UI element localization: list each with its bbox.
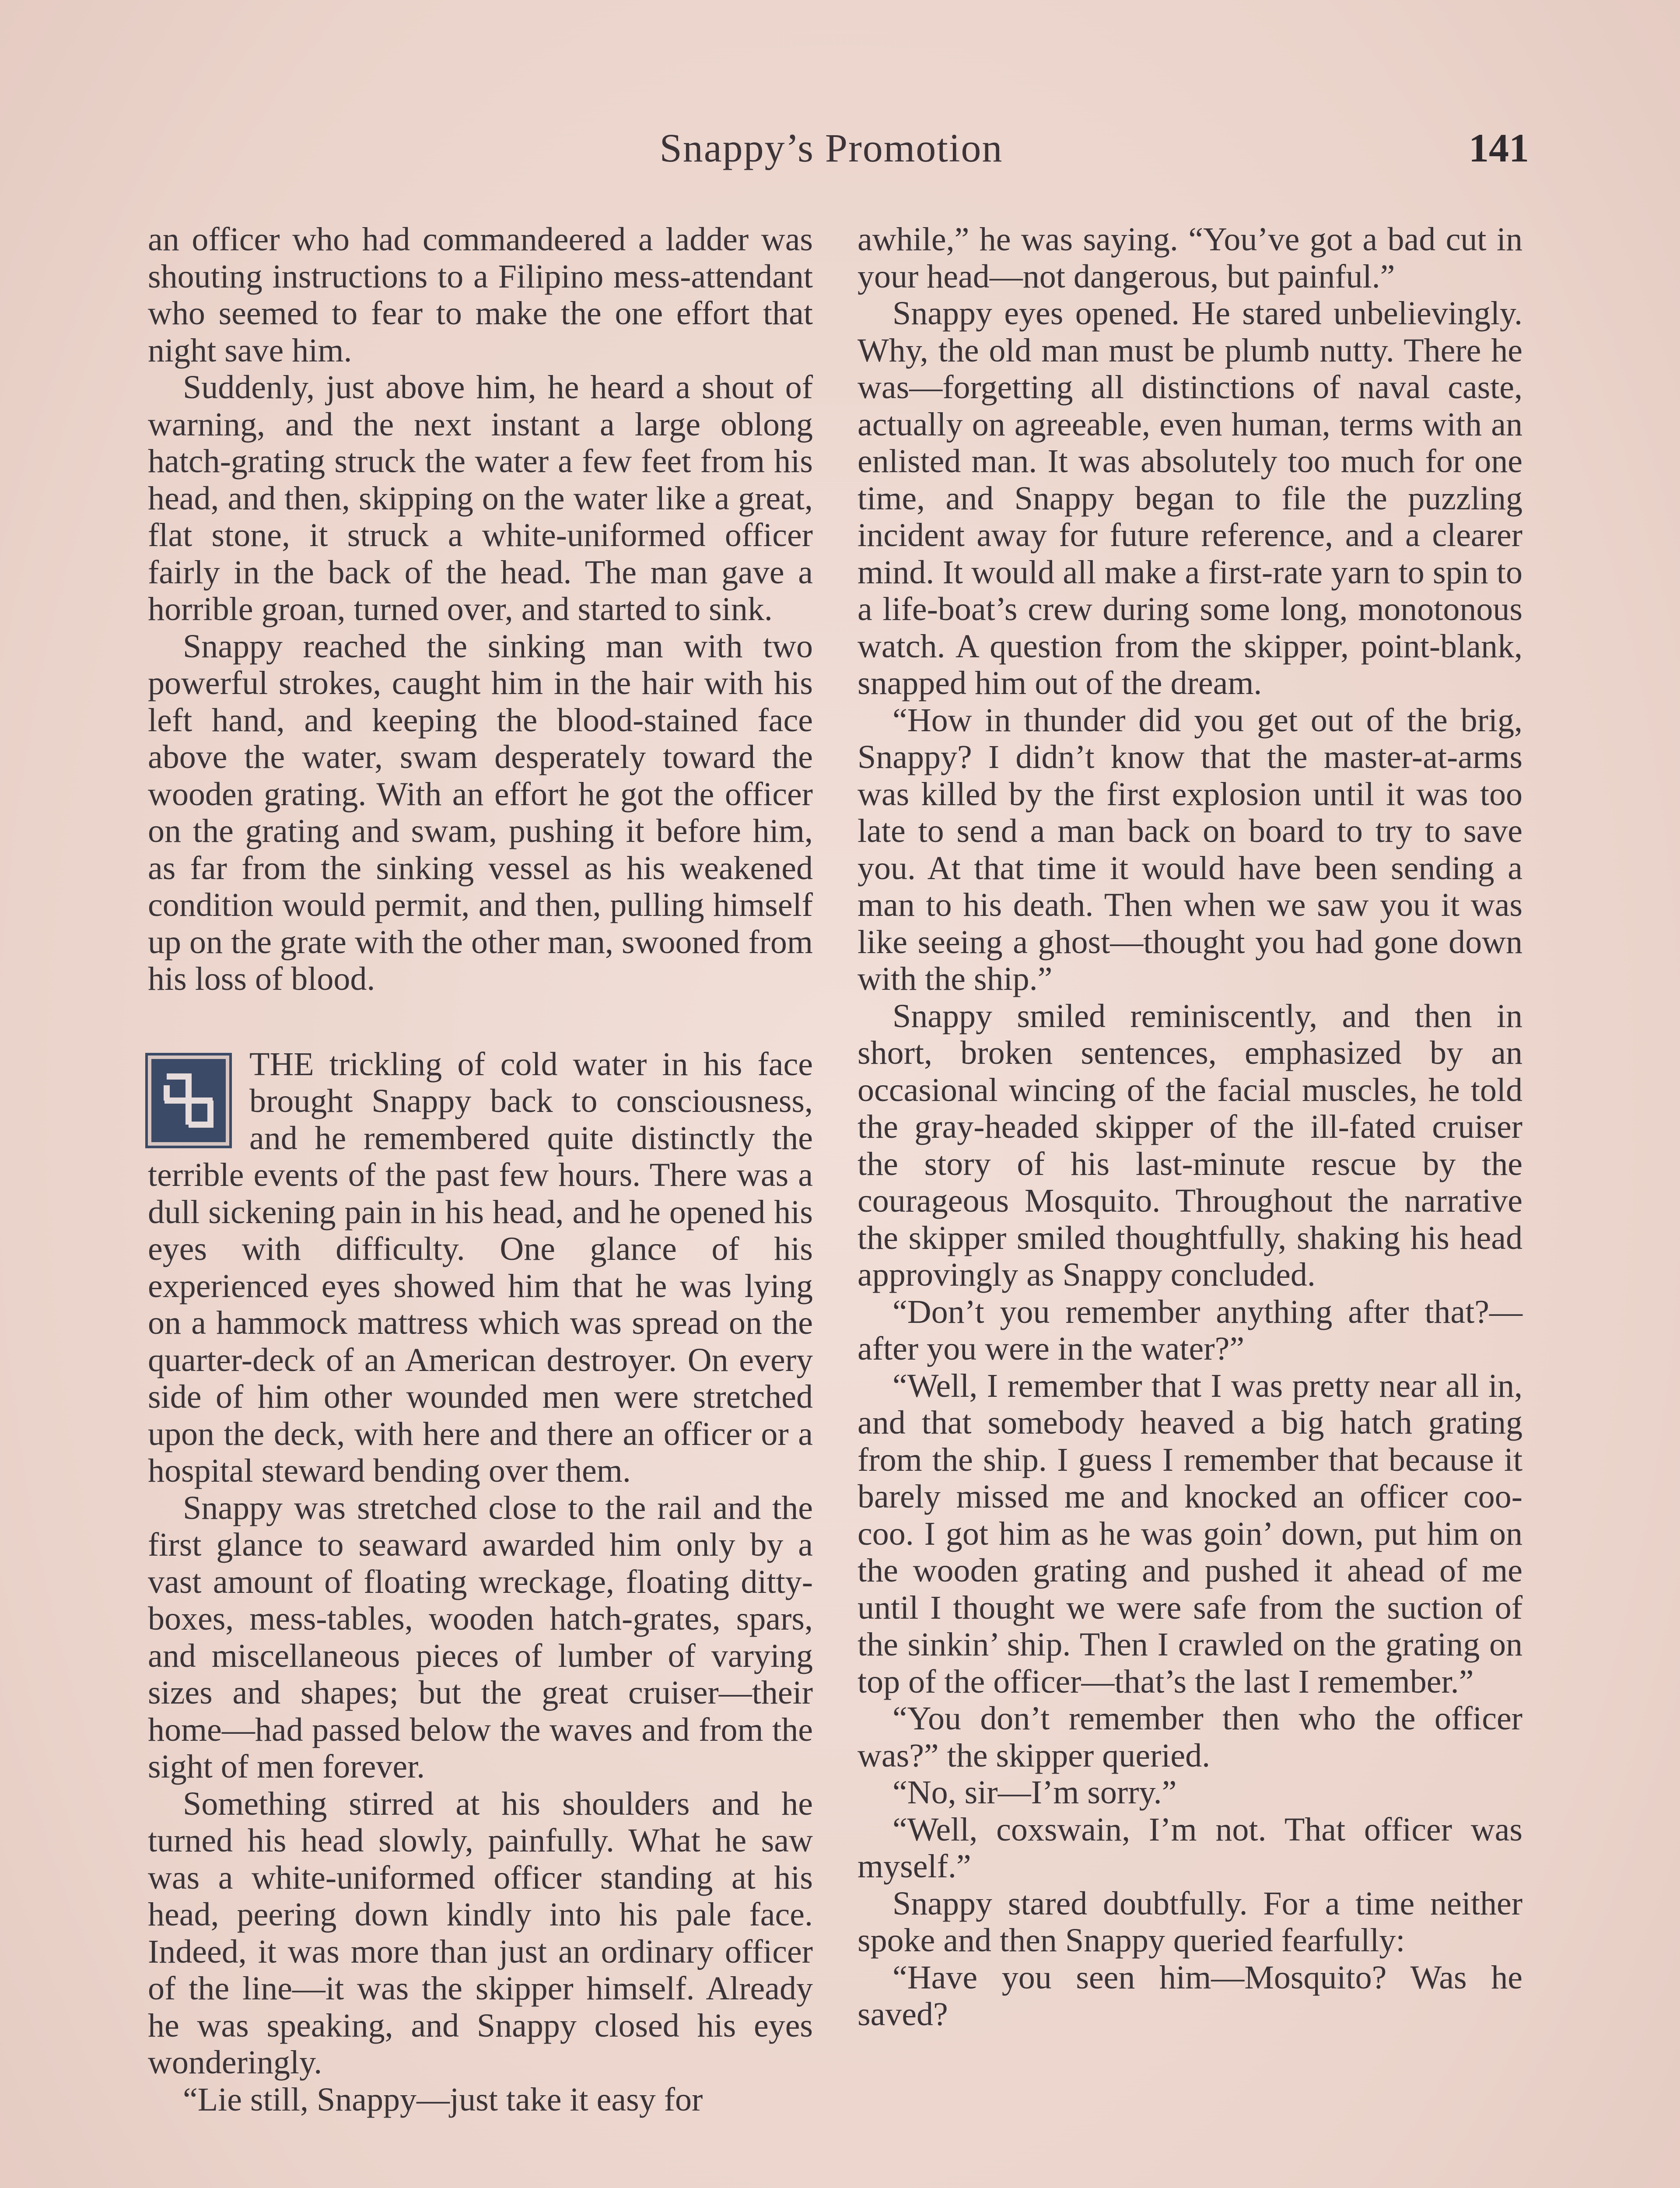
paragraph: “Don’t you remember anything after that?—after you were in the water?” [858,1293,1522,1367]
paragraph: Snappy was stretched close to the rail and the first glance to seaward awarded him only by a vast amount of floating wreckage, floating ditty-boxes, mess-tables, wooden hatch-grates, spars, and miscellaneous pieces of lumber of varying sizes and shapes; but the great cruiser—their home—had passed below the waves and from the sight of men forever. [148,1489,813,1785]
paragraph: Snappy eyes opened. He stared unbelievingly. Why, the old man must be plumb nutty. There he was—forgetting all distinctions of naval caste, actually on agreeable, even human, terms with an enlisted man. It was absolutely too much for one time, and Snappy began to file the puzzling incident away for future reference, and a clearer mind. It would all make a first-rate yarn to spin to a life-boat’s crew during some long, monotonous watch. A question from the skipper, point-blank, snapped him out of the dream. [858,295,1522,701]
decorative-initial-ornament-icon [148,1055,229,1146]
paragraph: an officer who had commandeered a ladder was shouting instructions to a Filipino mess-attendant who seemed to fear to make the one effort that night save him. [148,221,813,369]
right-column [858,221,1522,2033]
paragraph: “Well, I remember that I was pretty near all in, and that somebody heaved a big hatch grating from the ship. I guess I remember that because it barely missed me and knocked an officer coo-coo. I got him as he was goin’ down, put him on the wooden grating and pushed it ahead of me until I thought we were safe from the suction of the sinkin’ ship. Then I crawled on the grating on top of the officer—that’s the last I remember.” [858,1367,1522,1700]
paragraph: “You don’t remember then who the officer was?” the skipper queried. [858,1700,1522,1774]
paragraph: “No, sir—I’m sorry.” [892,1774,1177,1811]
swastika-ornament-icon [158,1068,219,1133]
paragraph: Snappy reached the sinking man with two powerful strokes, caught him in the hair with his left hand, and keeping the blood-stained face above the water, swam desperately toward the wooden grating. With an effort he got the officer on the grating and swam, pushing it before him, as far from the sinking vessel as his weakened condition would permit, and then, pulling himself up on the grate with the other man, swooned from his loss of blood. [148,628,813,997]
section-break [148,998,813,1046]
paragraph: “How in thunder did you get out of the brig, Snappy? I didn’t know that the master-at-arms was killed by the first explosion until it was too late to send a man back on board to try to save you. At that time it would have been sending a man to his death. Then when we saw you it was like seeing a ghost—thought you had gone down with the ship.” [858,701,1522,997]
paragraph: awhile,” he was saying. “You’ve got a bad cut in your head—not dangerous, but painful.” [858,221,1522,295]
running-title: Snappy’s Promotion [659,126,1003,170]
left-column [148,221,813,2118]
paragraph: “Have you seen him—Mosquito? Was he saved? [858,1959,1522,2033]
running-head [0,125,1680,177]
paragraph: Suddenly, just above him, he heard a shout of warning, and the next instant a large oblong hatch-grating struck the water a few feet from his head, and then, skipping on the water like a great, flat stone, it struck a white-uniformed officer fairly in the back of the head. The man gave a horrible groan, turned over, and started to sink. [148,369,813,628]
page-number: 141 [1469,126,1529,170]
paragraph: “Lie still, Snappy—just take it easy for [183,2081,703,2118]
paragraph: Something stirred at his shoulders and he turned his head slowly, painfully. What he saw was a white-uniformed officer standing at his head, peering down kindly into his pale face. Indeed, it was more than just an ordinary officer of the line—it was the skipper himself. Already he was speaking, and Snappy closed his eyes wonderingly. [148,1785,813,2081]
paragraph: Snappy stared doubtfully. For a time neither spoke and then Snappy queried fearfully: [858,1885,1522,1959]
paragraph: “Well, coxswain, I’m not. That officer was myself.” [858,1811,1522,1885]
paragraph: THE trickling of cold water in his face brought Snappy back to consciousness, and he remembered quite distinctly the terrible events of the past few hours. There was a dull sickening pain in his head, and he opened his eyes with difficulty. One glance of his experienced eyes showed him that he was lying on a hammock mattress which was spread on the quarter-deck of an American destroyer. On every side of him other wounded men were stretched upon the deck, with here and there an officer or a hospital steward bending over them. [148,1045,813,1489]
paragraph: Snappy smiled reminiscently, and then in short, broken sentences, emphasized by an occasional wincing of the facial muscles, he told the gray-headed skipper of the ill-fated cruiser the story of his last-minute rescue by the courageous Mosquito. Throughout the narrative the skipper smiled thoughtfully, shaking his head approvingly as Snappy concluded. [858,997,1522,1293]
